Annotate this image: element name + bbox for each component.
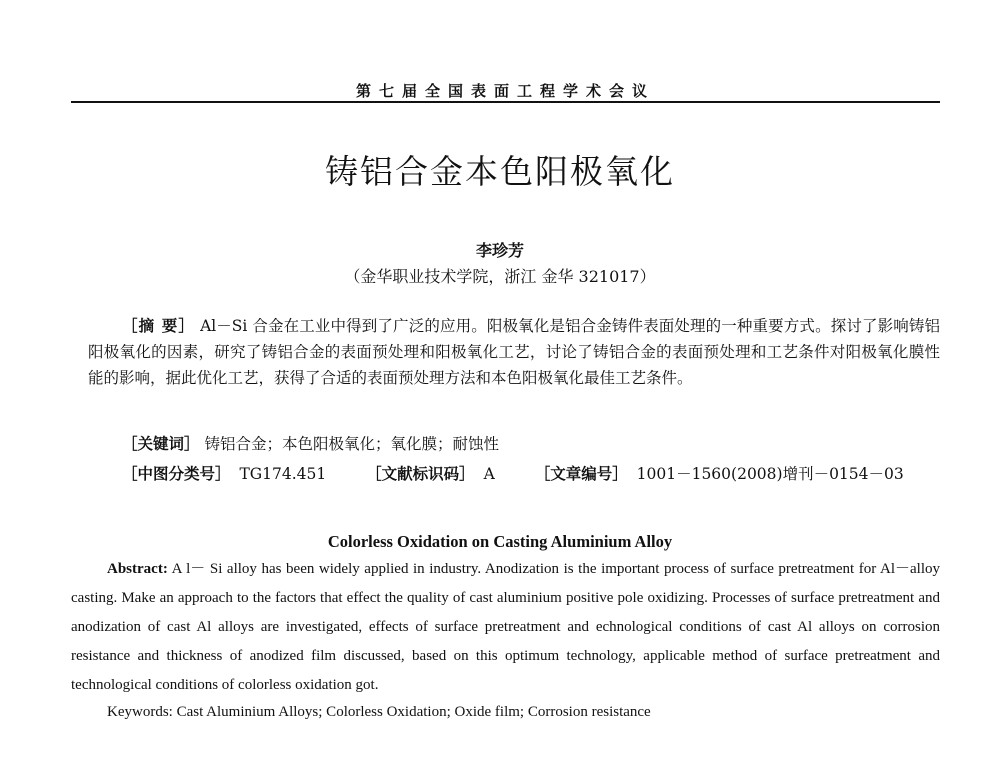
abstract-label: ［摘 要］ (122, 317, 196, 335)
clc-label: ［中图分类号］ (122, 465, 231, 483)
doc-code-label: ［文献标识码］ (366, 465, 475, 483)
doc-code-value: A (483, 465, 495, 483)
chinese-abstract (88, 313, 940, 391)
english-keywords (107, 704, 651, 721)
conference-header: 第七届全国表面工程学术会议 (355, 82, 655, 100)
chinese-keywords (122, 432, 499, 454)
classification-row (122, 462, 908, 484)
english-abstract (71, 555, 940, 700)
english-abstract-label: Abstract: (107, 561, 168, 577)
author-name: 李珍芳 (475, 241, 524, 260)
keywords-text: 铸铝合金；本色阳极氧化；氧化膜；耐蚀性 (204, 435, 499, 453)
author-affiliation: （金华职业技术学院，浙江 金华 321017） (344, 267, 656, 286)
article-number-value: 1001－1560(2008)增刊－0154－03 (636, 465, 904, 483)
english-title: Colorless Oxidation on Casting Aluminium Alloy (327, 532, 673, 551)
article-number-label: ［文章编号］ (534, 465, 628, 483)
abstract-text: Al－Si 合金在工业中得到了广泛的应用。阳极氧化是铝合金铸件表面处理的一种重要方式。探讨了影响铸铝阳极氧化的因素，研究了铸铝合金的表面预处理和阳极氧化工艺，讨论了铸铝合金的表面预处理和工艺条件对阳极氧化膜性能的影响，据此优化工艺，获得了合适的表面预处理方法和本色阳极氧化最佳工艺条件。 (88, 317, 940, 387)
english-abstract-text: A l－ Si alloy has been widely applied in industry. Anodization is the important process of surface pretreatment for Al－alloy casting. Make an approach to the factors that effect the quality of cast aluminium positive pole oxidizing. Processes of surface pretreatment and anodization of cast Al alloys are investigated, effects of surface pretreatment and echnological conditions of cast Al alloys on corrosion resistance and thickness of anodized film discussed, based on this optimum technology, applicable method of surface pretreatment and technological conditions of colorless oxidation got. (71, 561, 940, 693)
header-rule (71, 101, 940, 103)
english-keywords-text: Cast Aluminium Alloys; Colorless Oxidation; Oxide film; Corrosion resistance (176, 704, 651, 720)
keywords-label: ［关键词］ (122, 435, 200, 453)
clc-value: TG174.451 (239, 465, 327, 483)
english-keywords-label: Keywords: (107, 704, 173, 720)
paper-title: 铸铝合金本色阳极氧化 (325, 152, 675, 191)
